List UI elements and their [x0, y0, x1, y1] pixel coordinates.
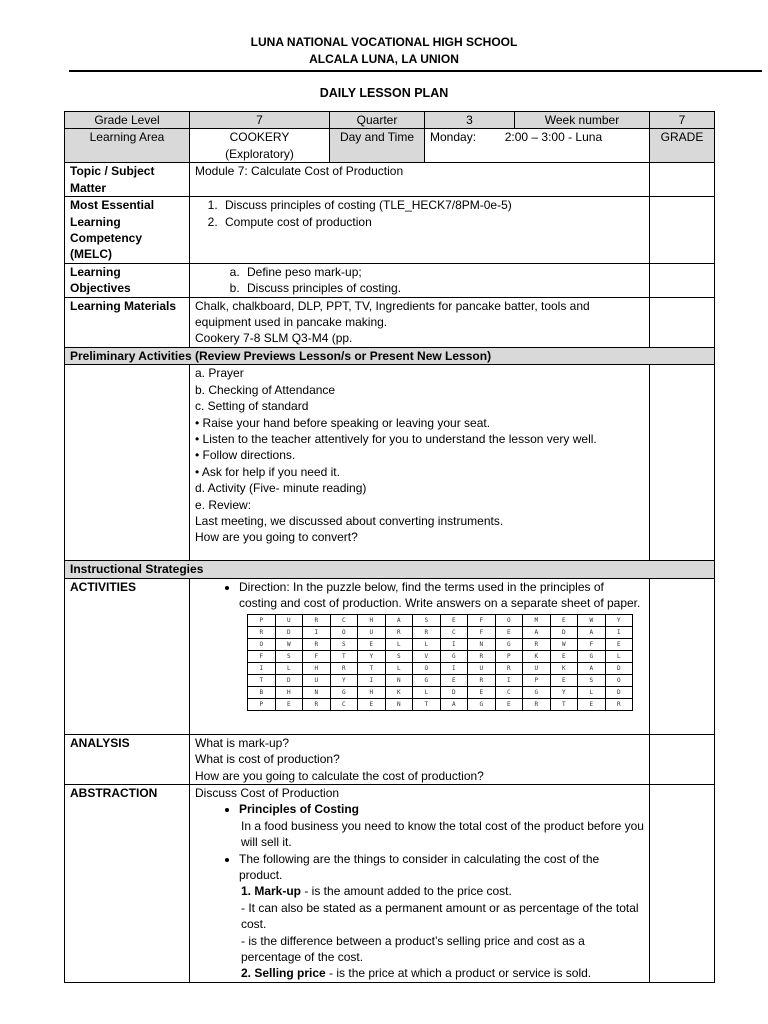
principles-title: • Principles of Costing: [239, 801, 644, 817]
word-search-puzzle: [247, 614, 633, 711]
prelim-line: • Follow directions.: [195, 448, 296, 463]
learning-area-line2: (Exploratory): [225, 146, 294, 161]
puzzle-cell: G: [468, 698, 496, 710]
objective-item: a. Define peso mark-up;: [243, 264, 644, 280]
header-rule: [69, 70, 762, 72]
learning-area-line1: COOKERY: [229, 130, 290, 145]
puzzle-cell: T: [358, 662, 386, 674]
puzzle-cell: R: [523, 698, 551, 710]
activities-label: ACTIVITIES: [65, 578, 190, 734]
analysis-label: ANALYSIS: [65, 734, 190, 784]
puzzle-cell: L: [275, 662, 303, 674]
puzzle-cell: R: [303, 614, 331, 626]
puzzle-cell: L: [385, 638, 413, 650]
puzzle-cell: E: [550, 650, 578, 662]
puzzle-cell: Y: [330, 674, 358, 686]
puzzle-cell: G: [440, 650, 468, 662]
selling-def: - is the price at which a product or service is sold.: [325, 966, 592, 981]
prelim-line: d. Activity (Five- minute reading): [195, 481, 367, 496]
prelim-line: Last meeting, we discussed about converting instruments.: [195, 513, 504, 528]
puzzle-cell: K: [550, 662, 578, 674]
time-text: 2:00 – 3:00 - Luna: [504, 130, 603, 145]
puzzle-row: [248, 650, 633, 662]
puzzle-cell: D: [440, 686, 468, 698]
puzzle-cell: S: [578, 674, 606, 686]
day-time-value: [425, 129, 650, 163]
prelim-line: c. Setting of standard: [195, 399, 309, 414]
puzzle-cell: E: [358, 638, 386, 650]
puzzle-cell: O: [330, 626, 358, 638]
analysis-remarks: [650, 734, 715, 784]
puzzle-cell: I: [358, 674, 386, 686]
melc-remarks: [650, 197, 715, 264]
puzzle-cell: G: [578, 650, 606, 662]
learning-area-label: Learning Area: [65, 129, 190, 163]
puzzle-cell: C: [440, 626, 468, 638]
puzzle-cell: E: [275, 698, 303, 710]
melc-label: Most Essential Learning Competency (MELC): [65, 197, 190, 264]
puzzle-cell: Y: [358, 650, 386, 662]
objectives-label: Learning Objectives: [65, 263, 190, 297]
grade-level-label: Grade Level: [65, 112, 190, 129]
puzzle-cell: Y: [550, 686, 578, 698]
puzzle-cell: E: [550, 674, 578, 686]
puzzle-cell: G: [330, 686, 358, 698]
markup-term: 1. Mark-up: [241, 884, 302, 899]
materials-value: [190, 297, 650, 347]
puzzle-cell: P: [248, 614, 276, 626]
puzzle-cell: R: [605, 698, 633, 710]
puzzle-cell: L: [578, 686, 606, 698]
puzzle-cell: I: [248, 662, 276, 674]
puzzle-cell: W: [275, 638, 303, 650]
puzzle-cell: L: [605, 650, 633, 662]
prelim-line: How are you going to convert?: [195, 530, 358, 545]
puzzle-cell: U: [275, 614, 303, 626]
learning-area-value: [190, 129, 330, 163]
puzzle-cell: U: [358, 626, 386, 638]
markup-line2: - It can also be stated as a permanent amount or as percentage of the total cost.: [241, 900, 639, 932]
puzzle-cell: E: [605, 638, 633, 650]
puzzle-cell: D: [275, 674, 303, 686]
puzzle-cell: E: [440, 614, 468, 626]
abstraction-intro: Discuss Cost of Production: [195, 785, 340, 800]
day-text: Monday:: [430, 130, 477, 145]
week-value: 7: [650, 112, 715, 129]
puzzle-cell: L: [413, 686, 441, 698]
puzzle-cell: C: [495, 686, 523, 698]
puzzle-cell: H: [303, 662, 331, 674]
puzzle-cell: W: [578, 614, 606, 626]
school-header: [0, 34, 768, 68]
puzzle-cell: E: [578, 698, 606, 710]
document-title: DAILY LESSON PLAN: [319, 86, 449, 100]
preliminary-content: [190, 365, 650, 561]
puzzle-cell: D: [605, 662, 633, 674]
topic-value: Module 7: Calculate Cost of Production: [190, 163, 650, 197]
puzzle-cell: A: [523, 626, 551, 638]
puzzle-cell: R: [413, 626, 441, 638]
puzzle-cell: U: [468, 662, 496, 674]
abstraction-label: ABSTRACTION: [65, 784, 190, 982]
puzzle-cell: O: [605, 674, 633, 686]
markup-definition: [195, 883, 644, 899]
puzzle-cell: S: [385, 650, 413, 662]
puzzle-cell: F: [248, 650, 276, 662]
puzzle-cell: E: [440, 674, 468, 686]
markup-def: - is the amount added to the price cost.: [301, 884, 512, 899]
puzzle-cell: I: [440, 662, 468, 674]
puzzle-cell: A: [578, 662, 606, 674]
puzzle-cell: U: [303, 674, 331, 686]
puzzle-cell: K: [523, 650, 551, 662]
puzzle-cell: Y: [605, 614, 633, 626]
puzzle-cell: E: [468, 686, 496, 698]
selling-term: 2. Selling price: [241, 966, 326, 981]
puzzle-cell: E: [495, 698, 523, 710]
puzzle-cell: T: [550, 698, 578, 710]
puzzle-cell: P: [495, 650, 523, 662]
week-label: Week number: [515, 112, 650, 129]
preliminary-label-cell: [65, 365, 190, 561]
puzzle-cell: R: [468, 674, 496, 686]
puzzle-cell: F: [468, 626, 496, 638]
puzzle-cell: O: [495, 614, 523, 626]
school-address: ALCALA LUNA, LA UNION: [309, 52, 459, 66]
analysis-content: [190, 734, 650, 784]
topic-label: Topic / Subject Matter: [65, 163, 190, 197]
puzzle-cell: G: [523, 686, 551, 698]
analysis-question: What is cost of production?: [195, 752, 340, 767]
puzzle-cell: P: [523, 674, 551, 686]
puzzle-cell: C: [330, 614, 358, 626]
analysis-question: How are you going to calculate the cost of production?: [195, 768, 484, 783]
activities-direction: • Direction: In the puzzle below, find the terms used in the principles of costing and cost of production. Write answers on a separate sheet of paper.: [239, 579, 644, 612]
puzzle-cell: R: [303, 698, 331, 710]
objective-item: b. Discuss principles of costing.: [243, 280, 644, 296]
melc-value: [190, 197, 650, 264]
puzzle-cell: R: [330, 662, 358, 674]
puzzle-cell: N: [385, 698, 413, 710]
puzzle-row: [248, 662, 633, 674]
puzzle-cell: H: [358, 614, 386, 626]
prelim-line: e. Review:: [195, 497, 252, 512]
puzzle-cell: F: [578, 638, 606, 650]
puzzle-cell: S: [413, 614, 441, 626]
puzzle-cell: R: [248, 626, 276, 638]
grade-level-value: 7: [190, 112, 330, 129]
quarter-label: Quarter: [330, 112, 425, 129]
objectives-value: [190, 263, 650, 297]
materials-line2: Cookery 7-8 SLM Q3-M4 (pp.: [195, 331, 353, 346]
puzzle-cell: N: [303, 686, 331, 698]
activities-content: [190, 578, 650, 734]
prelim-line: • Ask for help if you need it.: [195, 464, 340, 479]
puzzle-cell: I: [605, 626, 633, 638]
analysis-question: What is mark-up?: [195, 735, 290, 750]
prelim-line: • Raise your hand before speaking or leaving your seat.: [195, 415, 491, 430]
prelim-line: a. Prayer: [195, 366, 244, 381]
puzzle-cell: E: [550, 614, 578, 626]
puzzle-row: [248, 614, 633, 626]
lesson-plan-table: [64, 111, 715, 983]
day-time-label: Day and Time: [330, 129, 425, 163]
puzzle-cell: R: [385, 626, 413, 638]
puzzle-cell: D: [550, 626, 578, 638]
puzzle-cell: R: [523, 638, 551, 650]
preliminary-heading: Preliminary Activities (Review Previews Lesson/s or Present New Lesson): [65, 347, 715, 364]
puzzle-row: [248, 698, 633, 710]
puzzle-cell: B: [248, 686, 276, 698]
quarter-value: 3: [425, 112, 515, 129]
prelim-line: • Listen to the teacher attentively for you to understand the lesson very well.: [195, 431, 597, 446]
selling-price-definition: [195, 965, 644, 981]
puzzle-cell: K: [385, 686, 413, 698]
puzzle-cell: A: [385, 614, 413, 626]
puzzle-cell: I: [303, 626, 331, 638]
puzzle-cell: A: [578, 626, 606, 638]
abstraction-content: [190, 784, 650, 982]
puzzle-cell: M: [523, 614, 551, 626]
puzzle-cell: R: [303, 638, 331, 650]
puzzle-cell: A: [440, 698, 468, 710]
melc-item: 1. Discuss principles of costing (TLE_HECK7/8PM-0e-5): [221, 197, 644, 213]
preliminary-remarks: [650, 365, 715, 561]
puzzle-row: [248, 626, 633, 638]
puzzle-cell: R: [495, 662, 523, 674]
puzzle-cell: O: [248, 638, 276, 650]
puzzle-cell: N: [468, 638, 496, 650]
puzzle-cell: R: [468, 650, 496, 662]
puzzle-cell: S: [330, 638, 358, 650]
puzzle-cell: H: [358, 686, 386, 698]
puzzle-cell: N: [385, 674, 413, 686]
activities-remarks: [650, 578, 715, 734]
puzzle-cell: E: [495, 626, 523, 638]
topic-remarks: [650, 163, 715, 197]
puzzle-cell: S: [275, 650, 303, 662]
puzzle-cell: I: [495, 674, 523, 686]
puzzle-cell: G: [413, 674, 441, 686]
principles-text: In a food business you need to know the total cost of the product before you will sell it.: [241, 818, 644, 850]
abstraction-remarks: [650, 784, 715, 982]
puzzle-cell: H: [275, 686, 303, 698]
puzzle-cell: I: [440, 638, 468, 650]
objectives-remarks: [650, 263, 715, 297]
melc-item: 2. Compute cost of production: [221, 214, 644, 230]
puzzle-cell: T: [330, 650, 358, 662]
puzzle-cell: P: [248, 698, 276, 710]
materials-label: Learning Materials: [65, 297, 190, 347]
puzzle-cell: T: [413, 698, 441, 710]
puzzle-cell: D: [605, 686, 633, 698]
puzzle-cell: L: [413, 638, 441, 650]
puzzle-row: [248, 638, 633, 650]
materials-line1: Chalk, chalkboard, DLP, PPT, TV, Ingredients for pancake batter, tools and equipment used in pancake making.: [195, 298, 590, 330]
puzzle-cell: O: [413, 662, 441, 674]
puzzle-cell: E: [358, 698, 386, 710]
markup-line3: - is the difference between a product’s selling price and cost as a percentage of the cost.: [241, 933, 585, 964]
puzzle-cell: C: [330, 698, 358, 710]
puzzle-cell: T: [248, 674, 276, 686]
puzzle-cell: W: [550, 638, 578, 650]
school-name: LUNA NATIONAL VOCATIONAL HIGH SCHOOL: [250, 35, 518, 49]
prelim-line: b. Checking of Attendance: [195, 382, 336, 397]
strategies-heading: Instructional Strategies: [65, 561, 715, 578]
puzzle-cell: V: [413, 650, 441, 662]
puzzle-cell: L: [385, 662, 413, 674]
puzzle-cell: F: [303, 650, 331, 662]
grade-column-label: GRADE: [650, 129, 715, 163]
consider-text: • The following are the things to consider in calculating the cost of the product.: [239, 851, 644, 884]
puzzle-cell: G: [495, 638, 523, 650]
puzzle-cell: U: [523, 662, 551, 674]
puzzle-cell: D: [275, 626, 303, 638]
puzzle-cell: F: [468, 614, 496, 626]
puzzle-row: [248, 674, 633, 686]
materials-remarks: [650, 297, 715, 347]
puzzle-row: [248, 686, 633, 698]
